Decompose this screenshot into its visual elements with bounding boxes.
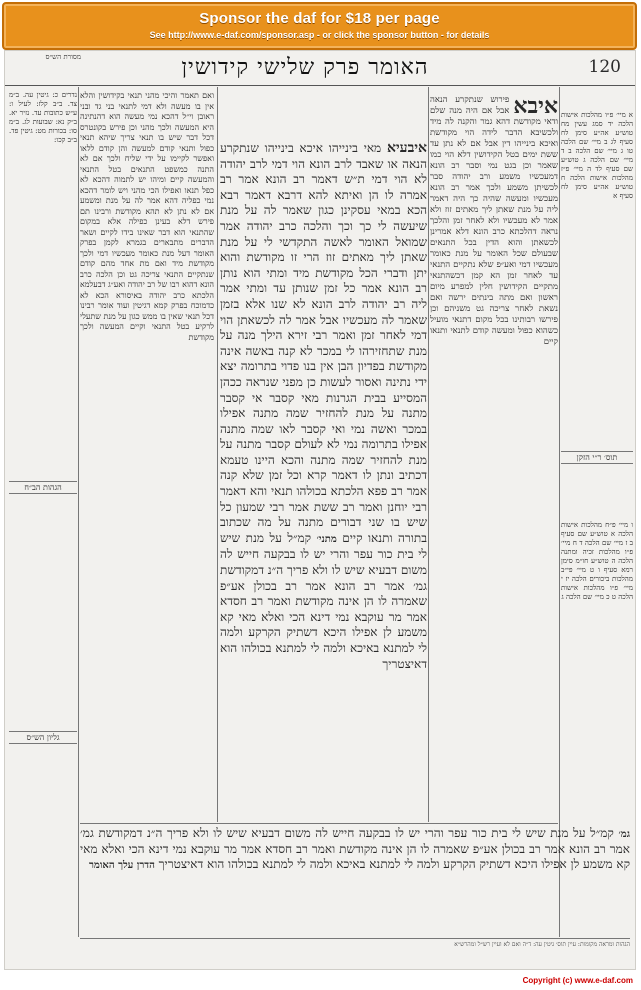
ein-mishpat-text: א מיי׳ פ״ו מהלכות אישות הלכה יד סמג עשין מח טוש״ע אה״ע סימן לח סעיף לג ב מיי׳ שם הלכה טו ג מיי׳ שם הלכה ב ד מיי׳ שם הלכה ג טוש״ע שם סעיף לד ה מיי׳ פ״ז מהלכות אישות הלכה ח טוש״ע אה״ע סימן לח סעיף א — [561, 111, 633, 200]
masoret-text: נדרים כ: גיטין עה. ב״מ צד. ב״ב קלז: לעיל ו: ע״ש כתובות עד. נזיר יא. ב״ק נא: שבועות לג. ב״מ סו: בכורות מט: גיטין פד. ב״ב קכו: — [9, 91, 77, 144]
talmud-page-scan — [4, 50, 636, 970]
gilyon-label: גליון הש״ס — [9, 731, 77, 744]
column-divider — [78, 87, 79, 937]
row-divider — [80, 938, 630, 939]
footer-notes — [80, 941, 630, 965]
bottom-text: קמ״ל על מנת שיש לי בית כור עפר והרי יש לו בבקעה חייש לה משום דבעיא שיש לו ולא פריך ה״נ דמקודשת גמ׳ אמר רב הונא אמר רב בכולן אע״פ שאמרה לו הן אינה מקודשת ואמר רב חסדא אמר מר עוקבא נמי דינא הכי ואלא מאי קא משמע לן אפילו היכא דשתיק הקרקע ולמה לי למתנא באיכא ולמה לי למתנא בכולהו הוא דאיצטריך — [80, 826, 630, 871]
tosafot-rid-label: תוס׳ ר״י הזקן — [561, 451, 633, 464]
page-number: 120 — [588, 57, 621, 77]
sponsor-title[interactable]: Sponsor the daf for $18 per page — [199, 10, 440, 27]
corner-label-masoret: מסורת הש״ס — [45, 53, 81, 61]
footer-notes-text: הגהות ומראה מקומות: עיין תוס׳ גיטין עה: ד״ה ואם לא ועיין רש״ל ומהרש״א — [454, 941, 630, 948]
rashi-opener: איבא — [513, 95, 558, 119]
tosafot-rid-text: ו מיי׳ פ״ח מהלכות אישות הלכה א טוש״ע שם סעיף ב ז מיי׳ שם הלכה ד ח מיי׳ פ״ו מהלכות זכיה ומתנה הלכה ה טוש״ע חו״מ סימן רמא סעיף ו ט מיי׳ פי״ב מהלכות ביכורים הלכה יז י מיי׳ פ״ו מהלכות אישות הלכה ט כ מיי׳ שם הלכה ג — [561, 521, 633, 601]
gemara-marker: גמ׳ — [618, 829, 630, 840]
hadran-marker: הדרן עלך האומר — [89, 860, 155, 871]
hagahot-label: הגהות הב״ח — [9, 481, 77, 494]
tosafot-commentary — [80, 91, 214, 826]
gemara-bottom-text — [80, 826, 630, 936]
gemara-main-text — [220, 141, 427, 821]
main-text: מאי בינייהו איכא בינייהו שנתקרע הנאה או שאבד לרב הונא הוי דמי לרב יהודה לא הוי דמי ת״ש דאמר רב הונא אמר רב אמרה לו הן ואיתא להא דרבא דאמר רבא הכא במאי עסקינן כגון שאמר לה על מנת שיעשה לי כך וכך והלכה כרב יהודה אמר שמואל האומר לאשה התקדשי לי על מנת שאתן ליך מאתים זוז הרי זו מקודשת והוא יתן ודברי הכל מקודשת מיד ומתי הוא נותן רב הונא אמר כל זמן שנותן עד ומתי אמר ליה רב יהודה לרב הונא לא שנו אלא בזמן שאמר לה מעכשיו אבל אמר לה לכשאתן הוי דמי לאחר זמן ואמר רבי זירא הילך מנה על מנת שתחזירהו לי במכר לא קנה באשה אינה מקודשת בפדיון הבן אין בנו פדוי בתרומה יצא ידי נתינה ואסור לעשות כן מפני שנראה ככהן המסייע בבית הגרנות מאי קסבר אי קסבר מתנה על מנת להחזיר שמה מתנה אפילו במכר ואשה נמי ואי קסבר לאו שמה מתנה אפילו בתרומה נמי לא לעולם קסבר מתנה על מנת להחזיר שמה מתנה והכא היינו טעמא דכתיב ונתן לו דאמר קרא וכל זמן שלא קנה אמר רב פפא הלכתא בכולהו תנאי והא דאמר רבי יוחנן ואמר רב ששת אמר רבי שמעון כל שיש בו שני דבורים מתנה על מה שכתוב בתורה ותנאו קיים — [220, 141, 427, 545]
page-header — [5, 51, 635, 86]
main-opener: איבעיא — [387, 141, 427, 156]
rashi-text: פירוש שנתקרע הנאה אבל אם היה מנה שלם ודאי מקודשת דהא גמר והקנה לה מיד ולכשיבא הדבר לידה הוי מקודשת ואיכא בינייהו דין אבל אם לא נתן עד ששת ימים בטל הקידושין דלא הוי כמו שאמר וכן בגט נמי וסבר רב הונא דמעכשיו משמע ורב יהודה סבר לכשיתן משמע ולכך אמר רב הונא מעכשיו ומעשה שהיה כך היה דאמר ליה על מנת שאתן ליך מאתים זוז ולא אמר לא מעכשיו ולא לאחר זמן והלכך נראה דהלכתא כרב הונא דלא אמרינן לכשאתן והוא הדין בכל התנאים שבעולם שכל האומר על מנת כאומר מעכשיו דמי ואע״פ שלא נתקיים התנאי עד לאחר זמן הא קמן דכשהתנאי מתקיים הקידושין חלין למפרע מיום ראשון ואם מתה בינתים ירשה ואם נשאת לאחר צריכה גט משניהם וכן פירשו רבותינו בכל מקום דתנאי מועיל כשהוא כפול ומעשה קודם לתנאי ותנאו קיים — [430, 95, 558, 347]
tosafot-text: ואם תאמר והיכי מהני תנאי בקידושין והלא אין בו מעשה ולא דמי לתנאי בני גד ובני ראובן וי״ל דהכא נמי מעשה הוא דהנתינה היא המעשה ולכך מהני וכן פירש בקונטרס דכל דבר שיש בו תנאי צריך שיהא תנאי כפול ותנאי קודם למעשה והן קודם ללאו ואפשר לקיימו על ידי שליח ולכך אם לא התנה כמשפט התנאים בטל התנאי והמעשה קיים ומיהו יש לתמוה דהכא לא כפל תנאו ואפילו הכי מהני ויש לומר דהכא נמי כפליה דהא אמר לה על מנת ומשמע אם לא נתן לא תהא מקודשת ורבינו תם פירש דלא בעינן כפילה אלא במקום שהתנאי הוא דבר שאינו בידו לקיים ושאר הדברים מתבארים בגמרא לקמן בפרק האומר דעל מנת כאומר מעכשיו דמי ולכך מקודשת מיד ואם מת אחד מהם קודם שנתקיים התנאי צריכה גט וכן הלכה כרב הונא דהוא רבו של רב יהודה ואע״ג דבעלמא הלכתא כרב יהודה באיסורא הכא לא כדמוכח בפרק קמא דגיטין ועוד אומר רבינו דכל תנאי שאין בו ממש כגון על מנת שתעלי לרקיע בטל התנאי וקיים המעשה ולכך מקודשת — [80, 91, 214, 342]
matni-marker: מתני׳ — [316, 533, 337, 545]
rashi-commentary — [430, 95, 558, 795]
ein-mishpat-margin — [561, 111, 633, 441]
column-divider — [217, 87, 218, 822]
main-text-repeat: קמ״ל על מנת שיש לי בית כור עפר והרי יש לו בבקעה חייש לה משום דבעיא שיש לו ולא פריך ה״נ דמקודשת גמ׳ אמר רב הונא אמר רב בכולן אע״פ שאמרה לו הן אינה מקודשת ואמר רב חסדא אמר מר עוקבא נמי דינא הכי ואלא מאי קא משמע לן אפילו היכא דשתיק הקרקע ולמה לי למתנא באיכא ולמה לי למתנא בכולהו הוא דאיצטריך — [220, 530, 427, 671]
sponsor-banner[interactable] — [2, 2, 637, 50]
running-title: האומר פרק שלישי קידושין — [181, 55, 429, 80]
sponsor-subtitle[interactable]: See http://www.e-daf.com/sponsor.asp - or click the sponsor button - for details — [149, 30, 490, 40]
column-divider — [428, 87, 429, 822]
column-divider — [559, 87, 560, 937]
copyright-notice: Copyright (c) www.e-daf.com — [522, 976, 633, 985]
